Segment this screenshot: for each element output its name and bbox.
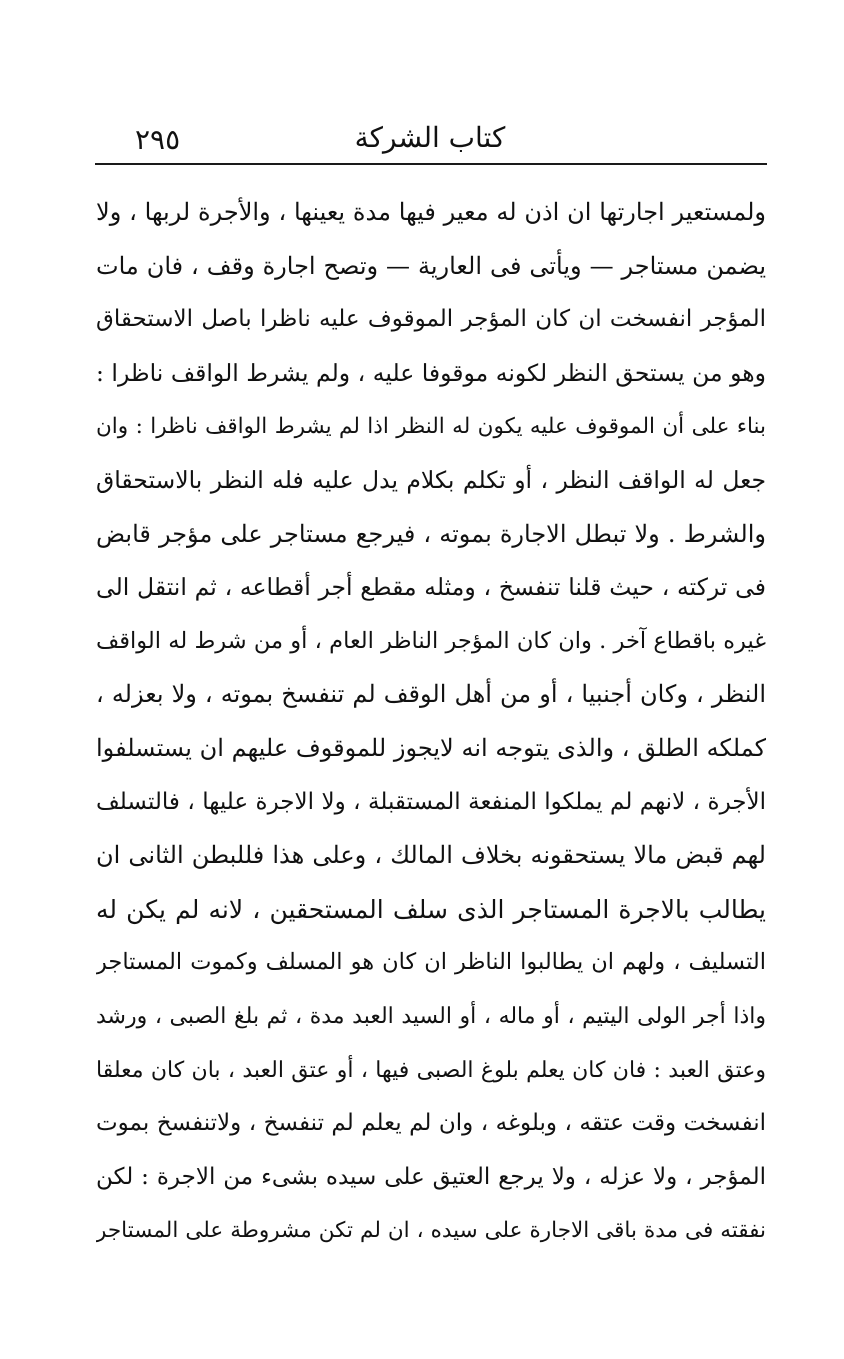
text-line: يضمن مستاجر — ويأتى فى العارية — وتصح اجارة وقف ، فان مات [96, 251, 766, 280]
text-line: ولمستعير اجارتها ان اذن له معير فيها مدة يعينها ، والأجرة لربها ، ولا [96, 198, 766, 226]
running-title: كتاب الشركة [354, 121, 506, 154]
text-line: الأجرة ، لانهم لم يملكوا المنفعة المستقبلة ، ولا الاجرة عليها ، فالتسلف [96, 788, 766, 815]
text-line: لهم قبض مالا يستحقونه بخلاف المالك ، وعلى هذا فللبطن الثانى ان [96, 841, 766, 870]
text-line: وعتق العبد : فان كان يعلم بلوغ الصبى فيها ، أو عتق العبد ، بان كان معلقا [96, 1057, 766, 1083]
page-header [95, 112, 765, 162]
text-line: التسليف ، ولهم ان يطالبوا الناظر ان كان هو المسلف وكموت المستاجر [96, 949, 766, 976]
text-line: واذا أجر الولى اليتيم ، أو ماله ، أو السيد العبد مدة ، ثم بلغ الصبى ، ورشد [96, 1003, 766, 1029]
text-line: المؤجر انفسخت ان كان المؤجر الموقوف عليه ناظرا باصل الاستحقاق [96, 306, 766, 333]
text-line: فى تركته ، حيث قلنا تنفسخ ، ومثله مقطع أجر أقطاعه ، ثم انتقل الى [96, 573, 766, 602]
text-line: غيره باقطاع آخر . وان كان المؤجر الناظر العام ، أو من شرط له الواقف [96, 627, 766, 654]
text-line: جعل له الواقف النظر ، أو تكلم بكلام يدل عليه فله النظر بالاستحقاق [96, 465, 766, 494]
text-line: المؤجر ، ولا عزله ، ولا يرجع العتيق على سيده بشىء من الاجرة : لكن [96, 1163, 766, 1190]
text-line: والشرط . ولا تبطل الاجارة بموته ، فيرجع مستاجر على مؤجر قابض [96, 519, 766, 548]
text-line: يطالب بالاجرة المستاجر الذى سلف المستحقين ، لانه لم يكن له [96, 894, 766, 924]
text-line: انفسخت وقت عتقه ، وبلوغه ، وان لم يعلم لم تنفسخ ، ولاتنفسخ بموت [96, 1110, 766, 1137]
text-line: النظر ، وكان أجنبيا ، أو من أهل الوقف لم تنفسخ بموته ، ولا بعزله ، [96, 680, 766, 709]
text-line: بناء على أن الموقوف عليه يكون له النظر اذا لم يشرط الواقف ناظرا : وان [96, 414, 766, 440]
text-line: وهو من يستحق النظر لكونه موقوفا عليه ، ولم يشرط الواقف ناظرا : [96, 358, 766, 387]
text-line: كملكه الطلق ، والذى يتوجه انه لايجوز للموقوف عليهم ان يستسلفوا [96, 733, 766, 762]
header-rule [95, 163, 767, 165]
page-number: ٢٩٥ [135, 123, 181, 156]
text-line: نفقته فى مدة باقى الاجارة على سيده ، ان لم تكن مشروطة على المستاجر [96, 1218, 766, 1244]
body-text [96, 186, 766, 1258]
